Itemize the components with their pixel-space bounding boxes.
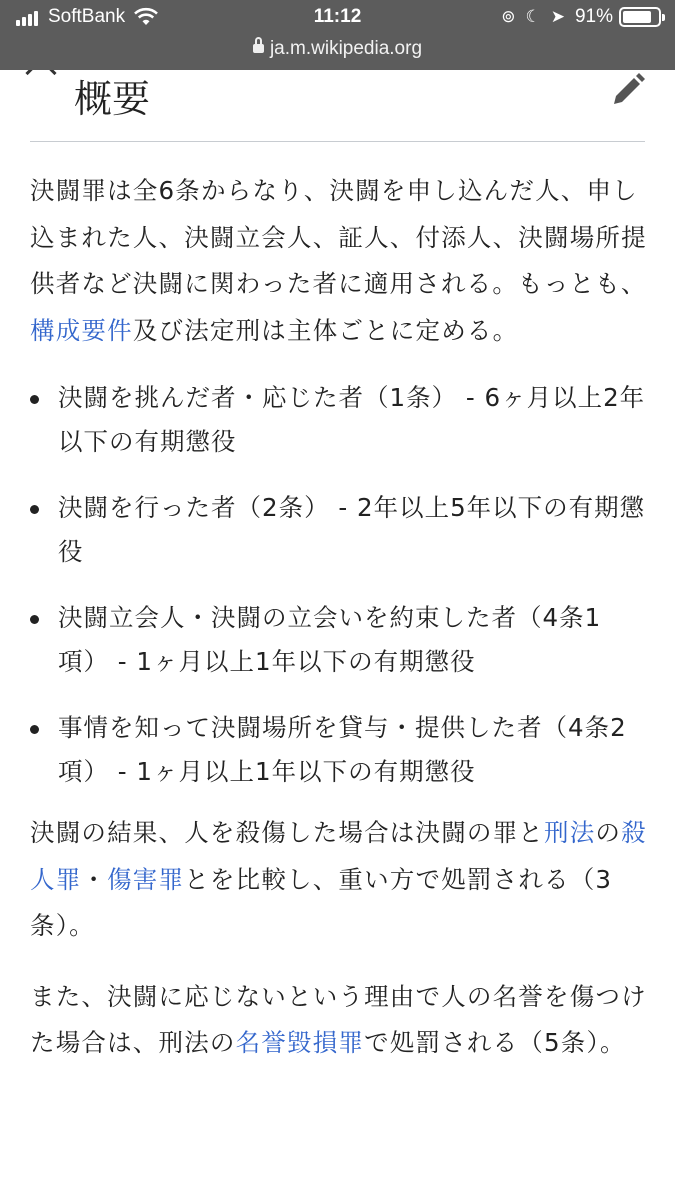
location-icon: ➤: [550, 7, 565, 27]
link-keihou[interactable]: 刑法: [544, 818, 596, 847]
list-item: 決闘を挑んだ者・応じた者（1条） - 6ヶ月以上2年以下の有期懲役: [30, 376, 650, 464]
carrier-name: SoftBank: [48, 6, 126, 27]
pencil-icon[interactable]: [610, 72, 646, 108]
bullet: [30, 395, 39, 404]
list-item: 決闘立会人・決闘の立会いを約束した者（4条1項） - 1ヶ月以上1年以下の有期懲役: [30, 596, 650, 684]
battery-fill: [623, 11, 651, 23]
list-item: 事情を知って決闘場所を貸与・提供した者（4条2項） - 1ヶ月以上1年以下の有期懲役: [30, 706, 650, 794]
paragraph-overview: 決闘罪は全6条からなり、決闘を申し込んだ人、申し込まれた人、決闘立会人、証人、付添人、決闘場所提供者など決闘に関わった者に適用される。もっとも、構成要件及び法定刑は主体ごとに定める。: [30, 176, 647, 345]
list-item: 決闘を行った者（2条） - 2年以上5年以下の有期懲役: [30, 486, 650, 574]
do-not-disturb-icon: ☾: [525, 7, 541, 27]
bullet: [30, 505, 39, 514]
article-content: [30, 168, 650, 1067]
link-kousei-youken[interactable]: 構成要件: [30, 315, 133, 345]
link-satsujinzai[interactable]: 殺人罪: [30, 818, 647, 894]
paragraph-result: 決闘の結果、人を殺傷した場合は決闘の罪と刑法の殺人罪・傷害罪とを比較し、重い方で処罰される（3条）。: [30, 818, 647, 940]
lock-icon: [253, 44, 264, 53]
status-right: [491, 6, 661, 28]
section-title: 概要: [74, 77, 151, 121]
clock: 11:12: [313, 6, 362, 27]
link-meiyo-kison[interactable]: 名誉毀損罪: [235, 1028, 365, 1057]
bullet: [30, 615, 39, 624]
bullet: [30, 725, 39, 734]
penalty-list: [30, 376, 650, 794]
battery-percentage: 91%: [574, 6, 613, 27]
battery-icon: [619, 7, 661, 27]
url-bar[interactable]: [0, 38, 675, 60]
status-bar: [0, 0, 675, 70]
link-shougaizai[interactable]: 傷害罪: [107, 864, 185, 894]
url-text: ja.m.wikipedia.org: [269, 38, 423, 59]
orientation-lock-icon: ⊚: [501, 7, 516, 27]
section-divider: [30, 141, 645, 142]
paragraph-defamation: また、決闘に応じないという理由で人の名誉を傷つけた場合は、刑法の名誉毀損罪で処罰される（5条）。: [30, 981, 647, 1057]
